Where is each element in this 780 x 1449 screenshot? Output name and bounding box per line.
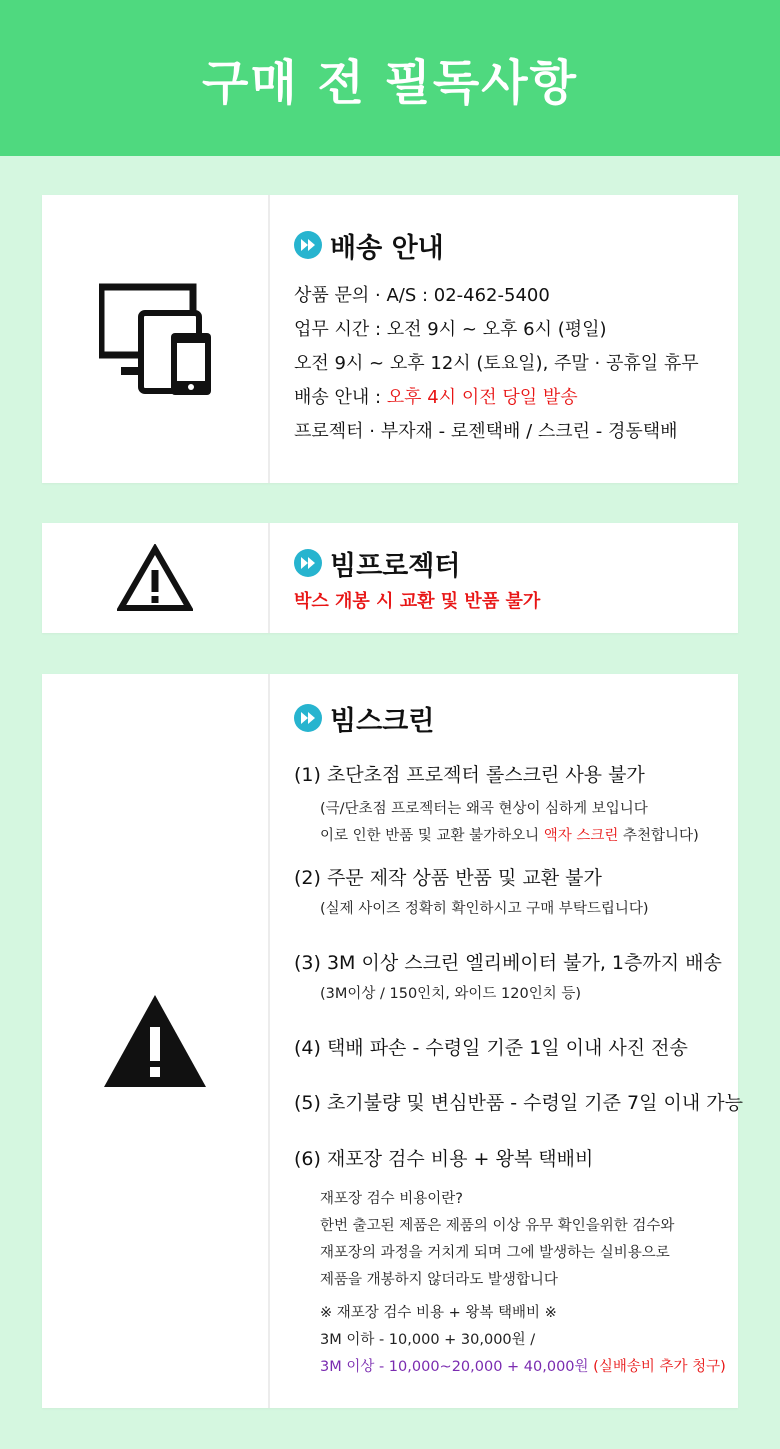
fee-heading: ※ 재포장 검수 비용 + 왕복 택배비 ※ <box>320 1305 557 1321</box>
shipping-label: 배송 안내 : <box>294 387 387 408</box>
fast-forward-icon <box>294 231 322 259</box>
projector-icon-column <box>42 523 268 633</box>
screen-item-3: (3) 3M 이상 스크린 엘리베이터 불가, 1층까지 배송 <box>294 952 722 974</box>
screen-item-3-note: (3M이상 / 150인치, 와이드 120인치 등) <box>320 986 582 1002</box>
courier-line: 프로젝터 · 부자재 - 로젠택배 / 스크린 - 경동택배 <box>294 421 678 442</box>
screen-item-4: (4) 택배 파손 - 수령일 기준 1일 이내 사진 전송 <box>294 1037 688 1059</box>
repack-note-1: 재포장 검수 비용이란? <box>320 1191 463 1207</box>
page-title: 구매 전 필독사항 <box>202 54 578 111</box>
repack-note-3: 재포장의 과정을 거치게 되며 그에 발생하는 실비용으로 <box>320 1245 670 1261</box>
projector-notice: 박스 개봉 시 교환 및 반품 불가 <box>294 591 541 612</box>
devices-icon <box>99 283 211 395</box>
fee-under-3m: 3M 이하 - 10,000 + 30,000원 / <box>320 1332 536 1348</box>
screen-item-6: (6) 재포장 검수 비용 + 왕복 택배비 <box>294 1148 594 1170</box>
delivery-title-text: 배송 안내 <box>330 232 444 264</box>
note-text: 이로 인한 반품 및 교환 불가하오니 <box>320 828 544 844</box>
warning-outline-icon <box>117 544 193 612</box>
projector-title-text: 빔프로젝터 <box>330 550 461 582</box>
delivery-title <box>294 227 724 263</box>
fee-over-3m <box>294 1354 726 1381</box>
shipping-value: 오후 4시 이전 당일 발송 <box>386 387 578 408</box>
delivery-card <box>42 195 738 483</box>
screen-card <box>42 674 743 1408</box>
screen-item-1-note-1: (극/단초점 프로젝터는 왜곡 현상이 심하게 보입니다 <box>320 801 648 817</box>
warning-filled-icon <box>102 993 208 1089</box>
note-text: 추천합니다) <box>618 828 699 844</box>
card-divider <box>268 523 270 633</box>
repack-note-2: 한번 출고된 제품은 제품의 이상 유무 확인을위한 검수와 <box>320 1218 675 1234</box>
contact-line: 상품 문의 · A/S : 02-462-5400 <box>294 285 550 306</box>
weekend-line: 오전 9시 ~ 오후 12시 (토요일), 주말 · 공휴일 휴무 <box>294 353 699 374</box>
card-divider <box>268 195 270 483</box>
screen-item-2: (2) 주문 제작 상품 반품 및 교환 불가 <box>294 867 602 889</box>
shipping-line <box>294 381 724 415</box>
fast-forward-icon <box>294 549 322 577</box>
hours-line: 업무 시간 : 오전 9시 ~ 오후 6시 (평일) <box>294 319 607 340</box>
fast-forward-icon <box>294 704 322 732</box>
delivery-icon-column <box>42 195 268 483</box>
fee-over-3m-text: 3M 이상 - 10,000~20,000 + 40,000원 <box>320 1359 594 1375</box>
screen-item-1-note-2 <box>294 823 699 850</box>
screen-item-2-note: (실제 사이즈 정확히 확인하시고 구매 부탁드립니다) <box>320 901 649 917</box>
header-banner <box>0 0 780 156</box>
fee-extra-note: (실배송비 추가 청구) <box>593 1359 726 1375</box>
screen-icon-column <box>42 674 268 1408</box>
projector-card <box>42 523 738 633</box>
projector-title <box>294 545 724 581</box>
repack-note-4: 제품을 개봉하지 않더라도 발생합니다 <box>320 1272 558 1288</box>
screen-item-1: (1) 초단초점 프로젝터 롤스크린 사용 불가 <box>294 764 645 786</box>
screen-item-5: (5) 초기불량 및 변심반품 - 수령일 기준 7일 이내 가능 <box>294 1092 743 1114</box>
screen-title-text: 빔스크린 <box>330 705 435 737</box>
card-divider <box>268 674 270 1408</box>
note-highlight: 액자 스크린 <box>543 828 619 844</box>
screen-title <box>294 700 724 736</box>
